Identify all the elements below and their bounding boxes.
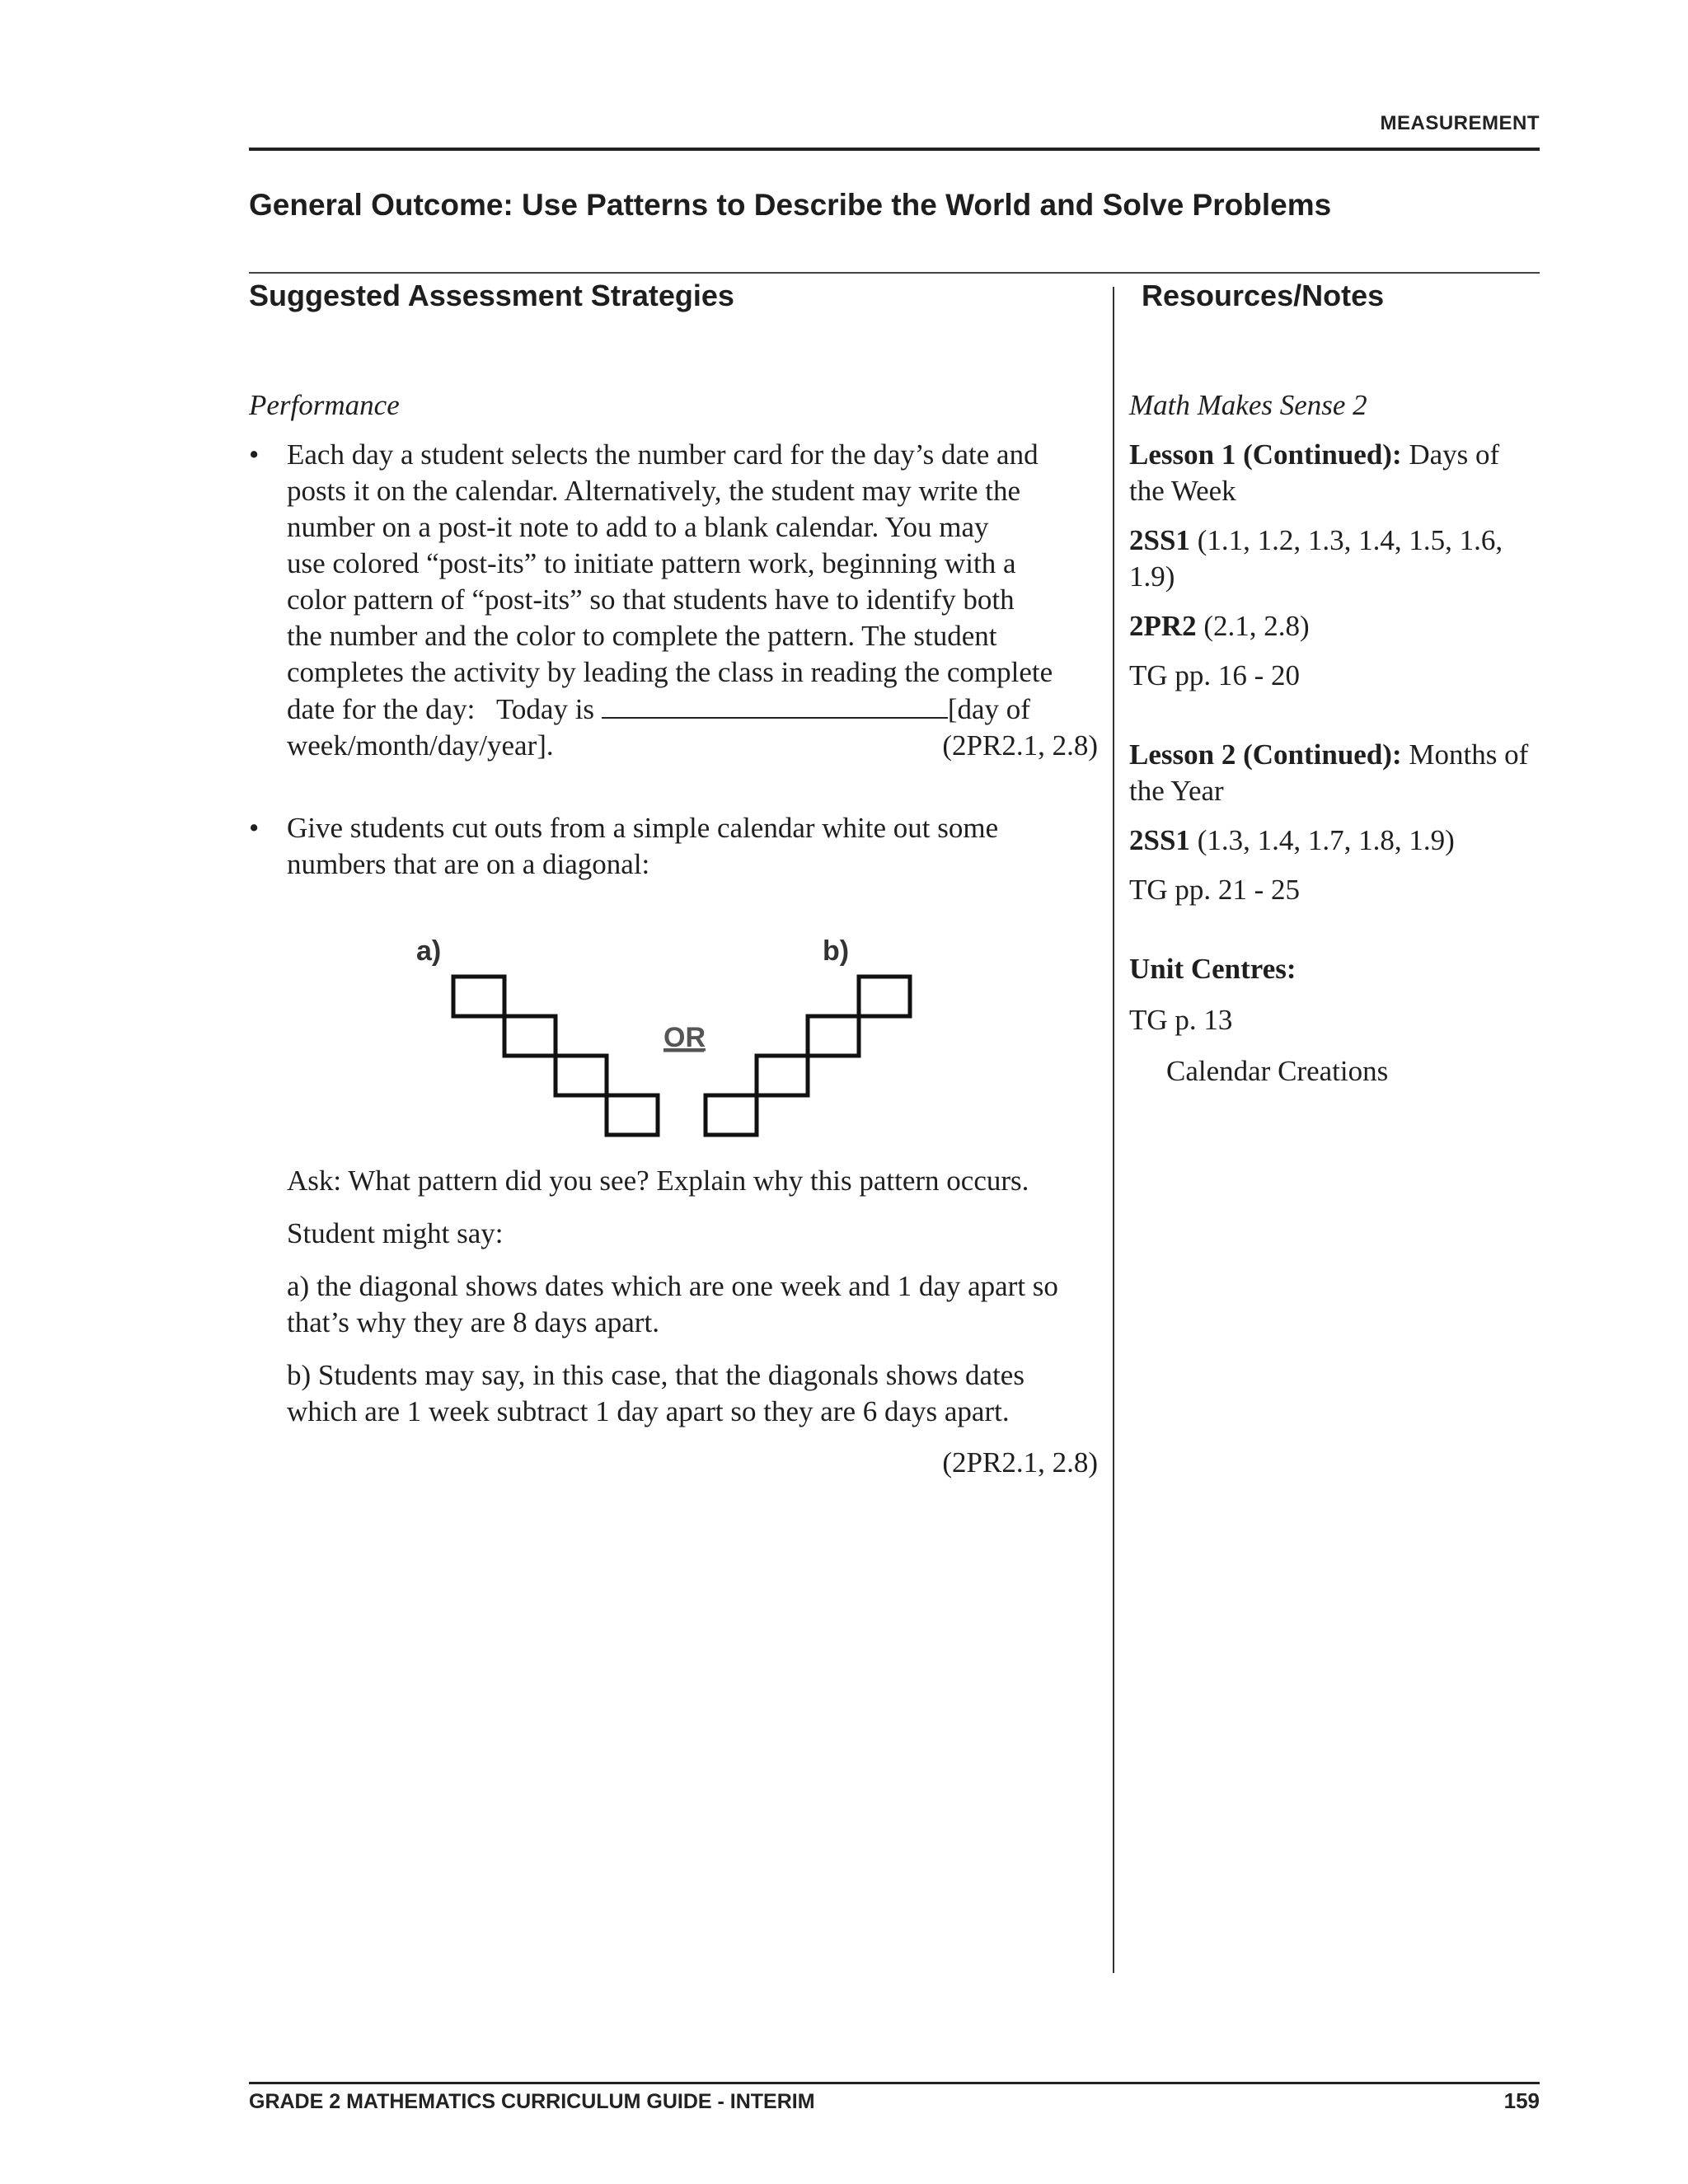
code-label: 2SS1 [1129,824,1190,856]
lesson-1-tg: TG pp. 16 - 20 [1129,659,1301,691]
lesson-2 [1129,737,1550,809]
answer-a-line: that’s why they are 8 days apart. [287,1306,659,1338]
outcome-title: General Outcome: Use Patterns to Describe the World and Solve Problems [249,188,1332,222]
calendar-cell [706,1095,757,1135]
bullet1-line: Each day a student selects the number card for the day’s date and [287,438,1039,471]
calendar-cell [808,1016,859,1056]
lesson-1-line2: the Week [1129,475,1236,507]
bullet1-line: posts it on the calendar. Alternatively, the student may write the [287,475,1021,507]
code-values: (1.1, 1.2, 1.3, 1.4, 1.5, 1.6, [1189,524,1503,556]
bullet1-line: use colored “post-its” to initiate pattern work, beginning with a [287,547,1016,579]
bullet2-line: Give students cut outs from a simple calendar white out some [287,812,999,844]
outcome-ref-2: (2PR2.1, 2.8) [942,1446,1098,1479]
bullet1-line: color pattern of “post-its” so that students have to identify both [287,583,1015,616]
resources-notes [1129,387,1550,1090]
lesson-1-title: Lesson 1 (Continued): [1129,438,1402,471]
bullet1-last: week/month/day/year]. [287,729,554,762]
answer-a [287,1268,1098,1341]
bullet1-line: completes the activity by leading the class in reading the complete [287,656,1053,688]
bullet-dot: • [249,812,260,844]
pattern-b-squares [706,977,910,1135]
footer-title: GRADE 2 MATHEMATICS CURRICULUM GUIDE - INTERIM [249,2090,815,2113]
bullet2-line: numbers that are on a diagonal: [287,848,650,880]
lesson-2-tg: TG pp. 21 - 25 [1129,874,1301,906]
discussion [249,1163,1098,1481]
answer-b [287,1357,1098,1430]
bullet-item-2 [249,810,1098,883]
section-rule [249,272,1540,274]
lesson-2-line2: the Year [1129,775,1224,807]
blank-line [602,691,948,719]
assessment-strategies [249,387,1098,1481]
lesson-2-code [1129,823,1550,859]
calendar-cell [607,1095,658,1135]
student-might-say: Student might say: [287,1217,504,1249]
today-prefix: date for the day: Today is [287,693,602,725]
diagram-label-b: b) [823,935,850,967]
calendar-cell [504,1016,556,1056]
code-values-line2: 1.9) [1129,560,1175,593]
page-number: 159 [1503,2088,1540,2113]
resource-book: Math Makes Sense 2 [1129,389,1367,421]
today-suffix: [day of [947,693,1030,725]
today-line [287,691,1098,728]
calendar-cell [757,1056,808,1095]
calendar-cell [453,977,504,1016]
answer-a-line: a) the diagonal shows dates which are one week and 1 day apart so [287,1270,1058,1302]
left-column-heading: Suggested Assessment Strategies [249,279,734,312]
code-label: 2PR2 [1129,610,1197,642]
answer-b-line: which are 1 week subtract 1 day apart so they are 6 days apart. [287,1395,1010,1427]
lesson-2-title: Lesson 2 (Continued): [1129,738,1402,771]
answer-b-line: b) Students may say, in this case, that the diagonals shows dates [287,1359,1025,1391]
ask-question: Ask: What pattern did you see? Explain why this pattern occurs. [287,1165,1029,1197]
pattern-a-squares [453,977,658,1135]
lesson-1 [1129,437,1550,509]
calendar-cell [556,1056,607,1095]
diagonal-calendar-diagram [404,935,931,1141]
outcome-ref-1: (2PR2.1, 2.8) [942,729,1098,762]
code-values: (2.1, 2.8) [1196,610,1310,642]
lesson-1-code-1 [1129,523,1550,595]
diagram-label-a: a) [416,935,442,967]
code-values: (1.3, 1.4, 1.7, 1.8, 1.9) [1189,824,1455,856]
header-rule [249,148,1540,151]
calendar-cell [859,977,910,1016]
column-divider [1113,287,1114,1973]
right-column-heading: Resources/Notes [1142,279,1385,312]
unit-centres-tg: TG p. 13 [1129,1004,1233,1036]
lesson-2-rest: Months of [1401,738,1529,771]
lesson-1-rest: Days of [1401,438,1500,471]
bullet1-line: number on a post-it note to add to a blank calendar. You may [287,511,989,543]
unit-centres-item: Calendar Creations [1166,1055,1389,1087]
section-label: MEASUREMENT [1380,112,1540,134]
bullet-item-1 [249,437,1098,764]
unit-centres-heading: Unit Centres: [1129,953,1296,985]
lesson-1-code-2 [1129,608,1550,644]
bullet1-line: the number and the color to complete the pattern. The student [287,620,997,652]
code-label: 2SS1 [1129,524,1190,556]
diagram-or-label: OR [663,1022,706,1053]
bullet-dot: • [249,438,260,471]
bullet1-last-line [287,728,1098,764]
footer-rule [249,2082,1540,2084]
category-performance: Performance [249,389,400,421]
